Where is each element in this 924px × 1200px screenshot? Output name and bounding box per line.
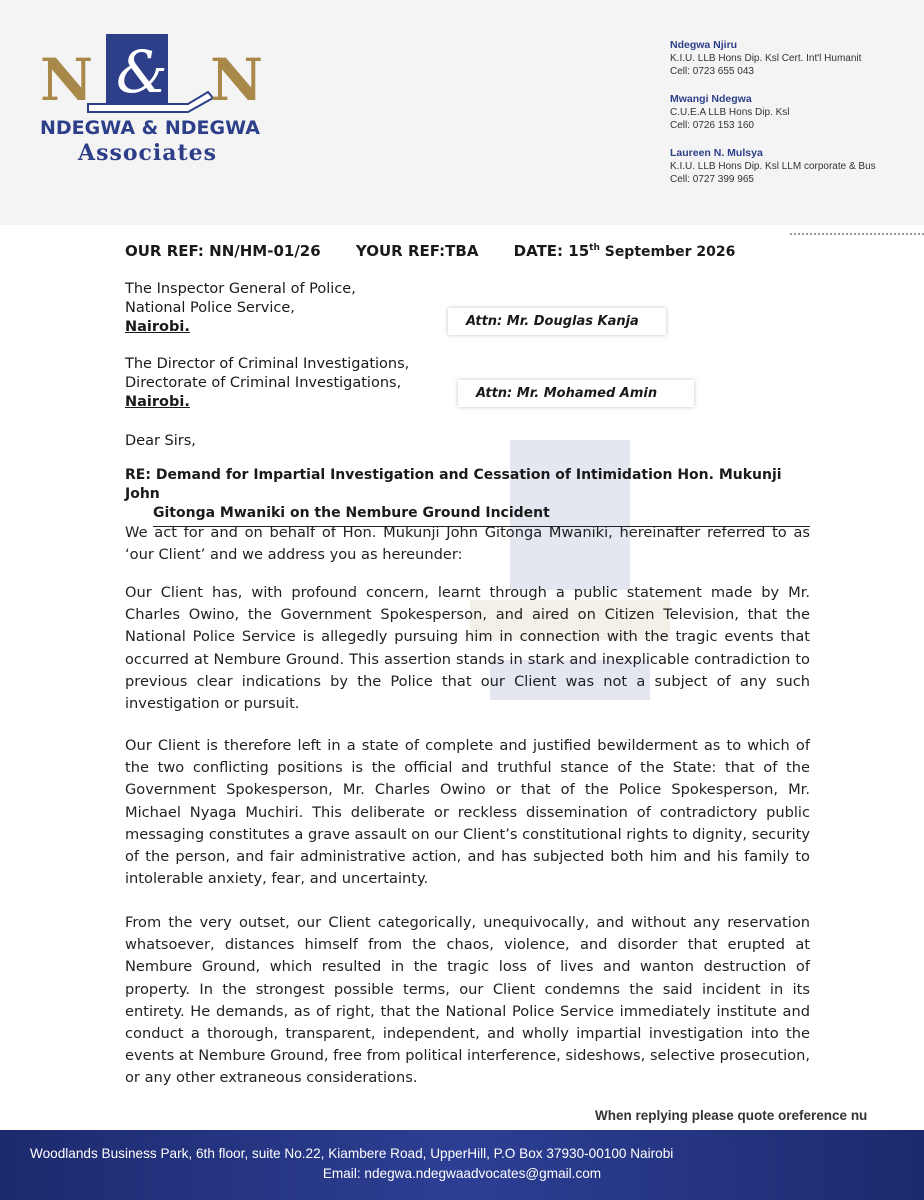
partner-cell: Cell: 0723 655 043 (670, 66, 754, 77)
partner-cell: Cell: 0727 399 965 (670, 174, 754, 185)
addressee-block (125, 355, 409, 412)
subject-line-1: RE: Demand for Impartial Investigation and Cessation of Intimidation Hon. Mukunji John (125, 467, 782, 502)
attention-label: Attn: Mr. Mohamed Amin (458, 380, 694, 407)
header-divider (790, 233, 924, 235)
partner-name: Mwangi Ndegwa (670, 93, 752, 105)
addressee-line: Directorate of Criminal Investigations, (125, 375, 402, 391)
paragraph: From the very outset, our Client categorically, unequivocally, and without any reservation whatsoever, distances himself from the chaos, violence, and disorder that erupted at Nembure Ground, which resulted in the tragic loss of lives and wanton destruction of property. In the strongest possible terms, our Client condemns the said incident in its entirety. He demands, as of right, that the National Police Service immediately institute and conduct a thorough, transparent, independent, and wholly impartial investigation into the events at Nembure Ground, free from political interference, sideshows, selective prosecution, or any other extraneous considerations. (125, 914, 810, 1087)
addressee-city: Nairobi. (125, 319, 190, 335)
partner-qualification: K.I.U. LLB Hons Dip. Ksl LLM corporate & Bus (670, 161, 876, 172)
firm-logo (38, 32, 278, 167)
letter-date: DATE: 15th September 2026 (513, 242, 736, 260)
attention-label: Attn: Mr. Douglas Kanja (448, 308, 666, 335)
letterhead (0, 0, 924, 225)
addressee-line: National Police Service, (125, 300, 295, 316)
partner-entry (670, 92, 924, 132)
partners-list (670, 38, 924, 200)
addressee-line: The Inspector General of Police, (125, 281, 356, 297)
paragraph: Our Client is therefore left in a state of complete and justified bewilderment as to which of the two conflicting positions is the official and truthful stance of the State: that of the Government Spokesperson, Mr. Charles Owino or that of the Police Spokesperson, Mr. Michael Nyaga Muchiri. This deliberate or reckless dissemination of contradictory public messaging constitutes a grave assault on our Client’s constitutional rights to dignity, security of the person, and fair administrative action, and has subjected both him and his family to intolerable anxiety, fear, and uncertainty. (125, 737, 810, 888)
partner-entry (670, 38, 924, 78)
partner-qualification: C.U.E.A LLB Hons Dip. Ksl (670, 107, 790, 118)
subject-line-2: Gitonga Mwaniki on the Nembure Ground Incident (153, 505, 550, 521)
footer-email: Email: ndegwa.ndegwaadvocates@gmail.com (322, 1166, 602, 1181)
partner-entry (670, 146, 924, 186)
reply-note: When replying please quote oreference nu (595, 1108, 868, 1123)
partner-cell: Cell: 0726 153 160 (670, 120, 754, 131)
logo-ampersand: & (116, 38, 168, 106)
footer-address: Woodlands Business Park, 6th floor, suite No.22, Kiambere Road, UpperHill, P.O Box 37930-00100 Nairobi (30, 1146, 674, 1161)
firm-subtitle: Associates (78, 140, 218, 166)
footer (0, 1130, 924, 1200)
your-reference: YOUR REF:TBA (355, 242, 479, 260)
logo-initial-right: N (210, 46, 264, 114)
our-reference: OUR REF: NN/HM-01/26 (125, 242, 321, 260)
addressee-block (125, 280, 356, 337)
partner-name: Ndegwa Njiru (670, 39, 738, 51)
logo-initial-left: N (40, 46, 94, 114)
partner-qualification: K.I.U. LLB Hons Dip. Ksl Cert. Int'l Humanit (670, 53, 862, 64)
subject-line (125, 466, 810, 523)
reference-line (125, 242, 735, 260)
addressee-line: The Director of Criminal Investigations, (125, 356, 410, 372)
paragraph: We act for and on behalf of Hon. Mukunji John Gitonga Mwaniki, hereinafter referred to as ‘our Client’ and we address you as hereunder: (125, 524, 810, 564)
salutation: Dear Sirs, (125, 433, 196, 449)
partner-name: Laureen N. Mulsya (670, 147, 763, 159)
paragraph: Our Client has, with profound concern, learnt through a public statement made by Mr. Charles Owino, the Government Spokesperson, and aired on Citizen Television, that the National Police Service is allegedly pursuing him in connection with the tragic events that occurred at Nembure Ground. This assertion stands in stark and inexplicable contradiction to previous clear indications by the Police that our Client was not a subject of any such investigation or pursuit. (125, 584, 810, 713)
firm-name: NDEGWA & NDEGWA (40, 117, 260, 139)
addressee-city: Nairobi. (125, 394, 190, 410)
